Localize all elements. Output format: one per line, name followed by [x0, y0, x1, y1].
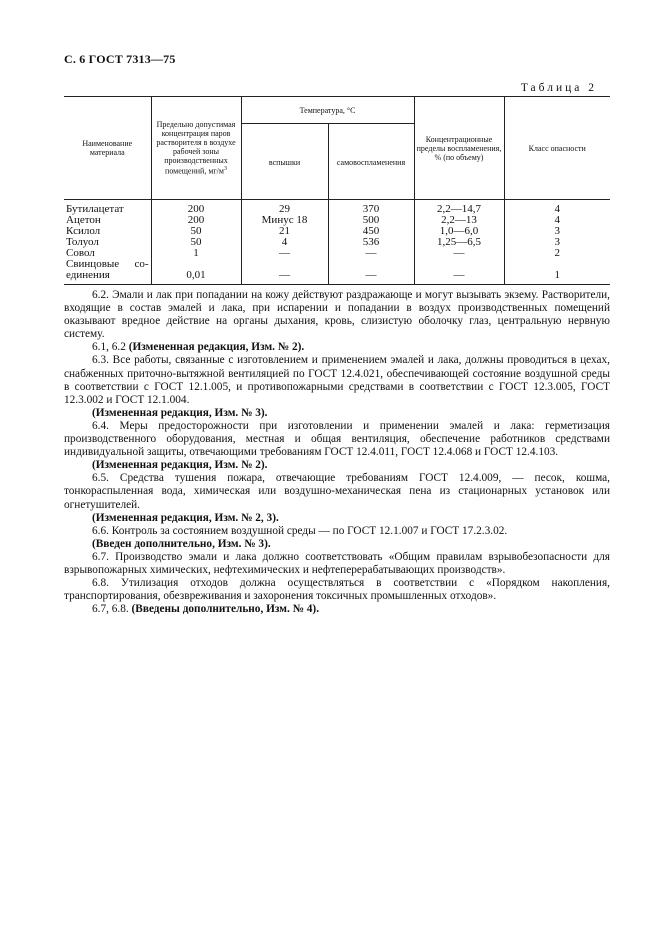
cell-flash: —	[241, 248, 328, 259]
note-6-4: (Измененная редакция, Изм. № 2).	[92, 459, 268, 472]
cell-hazard: 1	[504, 259, 610, 285]
data-table	[64, 96, 610, 285]
cell-hazard: 3	[504, 226, 610, 237]
cell-hazard: 4	[504, 215, 610, 226]
cell-name: Свинцовые со- единения	[64, 259, 151, 285]
note-6-7-6-8: 6.7, 6.8. (Введены дополнительно, Изм. № 4).	[92, 603, 320, 616]
cell-pdk: 200	[151, 200, 241, 216]
cell-flash: —	[241, 259, 328, 285]
table-caption: Таблица 2	[520, 82, 597, 94]
cell-pdk: 200	[151, 215, 241, 226]
table-row	[64, 215, 610, 226]
cell-auto: 370	[328, 200, 414, 216]
note-6-3: (Измененная редакция, Изм. № 3).	[92, 406, 268, 419]
paragraph-6-6: 6.6. Контроль за состоянием воздушной среды — по ГОСТ 12.1.007 и ГОСТ 17.2.3.02.	[92, 524, 508, 537]
cell-flash: 4	[241, 237, 328, 248]
cell-flash: Минус 18	[241, 215, 328, 226]
note-6-6: (Введен дополнительно, Изм. № 3).	[92, 537, 271, 550]
cell-auto: 536	[328, 237, 414, 248]
header-name: Наименование материала	[64, 97, 151, 200]
cell-limits: 2,2—13	[414, 215, 504, 226]
cell-name: Совол	[66, 247, 95, 259]
table-row	[64, 237, 610, 248]
cell-flash: 21	[241, 226, 328, 237]
cell-auto: 500	[328, 215, 414, 226]
note-6-1-6-2: 6.1, 6.2 (Измененная редакция, Изм. № 2).	[92, 341, 305, 354]
header-autoignition: самовоспламенения	[328, 124, 414, 200]
body-text	[64, 289, 610, 616]
cell-flash: 29	[241, 200, 328, 216]
header-temperature: Температура, °С	[241, 97, 414, 124]
cell-auto: —	[328, 248, 414, 259]
paragraph-6-2: 6.2. Эмали и лак при попадании на кожу действуют раздражающе и могут вызывать экзему. Растворители, входящие в состав эмалей и лака, при испарении и попадании в воздух производственных помещений оказывают вредное действие на органы дыхания, кровь, слизистую оболочку глаз, центральную нервную систему.	[64, 289, 610, 341]
cell-name: Бутилацетат	[66, 203, 124, 215]
header-flash: вспышки	[241, 124, 328, 200]
header-limits: Концентрационные пределы воспламенения, % (по объему)	[414, 97, 504, 200]
cell-hazard: 4	[504, 200, 610, 216]
cell-limits: —	[414, 259, 504, 285]
cell-auto: —	[328, 259, 414, 285]
note-6-5: (Измененная редакция, Изм. № 2, 3).	[92, 511, 279, 524]
cell-pdk: 50	[151, 237, 241, 248]
cell-limits: 2,2—14,7	[414, 200, 504, 216]
cell-name: Ацетон	[66, 214, 101, 226]
paragraph-6-4: 6.4. Меры предосторожности при изготовлении и применении эмалей и лака: герметизация производственного оборудования, местная и общая вентиляция, обеспечение работников средствами индивидуальной защиты, отвечающими требованиям ГОСТ 12.4.011, ГОСТ 12.4.068 и ГОСТ 12.4.103.	[64, 419, 610, 459]
paragraph-6-3: 6.3. Все работы, связанные с изготовлением и применением эмалей и лака, должны проводиться в цехах, снабженных приточно-вытяжной вентиляцией по ГОСТ 12.4.021, обеспечивающей состояние воздушной среды в соответствии с ГОСТ 12.1.005, и противопожарными средствами в соответствии с ГОСТ 12.3.005, ГОСТ 12.3.002 и ГОСТ 12.1.004.	[64, 354, 610, 406]
cell-name: Толуол	[66, 236, 99, 248]
header-hazard: Класс опасности	[504, 97, 610, 200]
page-header: С. 6 ГОСТ 7313—75	[64, 52, 176, 66]
cell-pdk: 50	[151, 226, 241, 237]
paragraph-6-8: 6.8. Утилизация отходов должна осуществляться в соответствии с «Порядком накопления, транспортирования, обезвреживания и захоронения токсичных промышленных отходов».	[64, 577, 610, 603]
header-pdk: Предельно допустимая концентрация паров растворителя в воздухе рабочей зоны производственных помещений, $мг/м^3$	[151, 97, 241, 200]
cell-name: Ксилол	[66, 225, 101, 237]
cell-auto: 450	[328, 226, 414, 237]
cell-limits: —	[414, 248, 504, 259]
cell-pdk: 1	[151, 248, 241, 259]
cell-limits: 1,0—6,0	[414, 226, 504, 237]
cell-pdk: 0,01	[151, 259, 241, 285]
paragraph-6-5: 6.5. Средства тушения пожара, отвечающие требованиям ГОСТ 12.4.009, — песок, кошма, тонкораспыленная вода, химическая или воздушно-механическая пена из стационарных установок или огнетушителей.	[64, 472, 610, 511]
cell-hazard: 3	[504, 237, 610, 248]
table-body	[64, 200, 610, 285]
cell-hazard: 2	[504, 248, 610, 259]
table-row	[64, 259, 610, 285]
cell-limits: 1,25—6,5	[414, 237, 504, 248]
table-row	[64, 226, 610, 237]
paragraph-6-7: 6.7. Производство эмали и лака должно соответствовать «Общим правилам взрывобезопасности для взрывопожарных химических, нефтехимических и нефтеперерабатывающих производств».	[64, 550, 610, 576]
table-row	[64, 200, 610, 216]
